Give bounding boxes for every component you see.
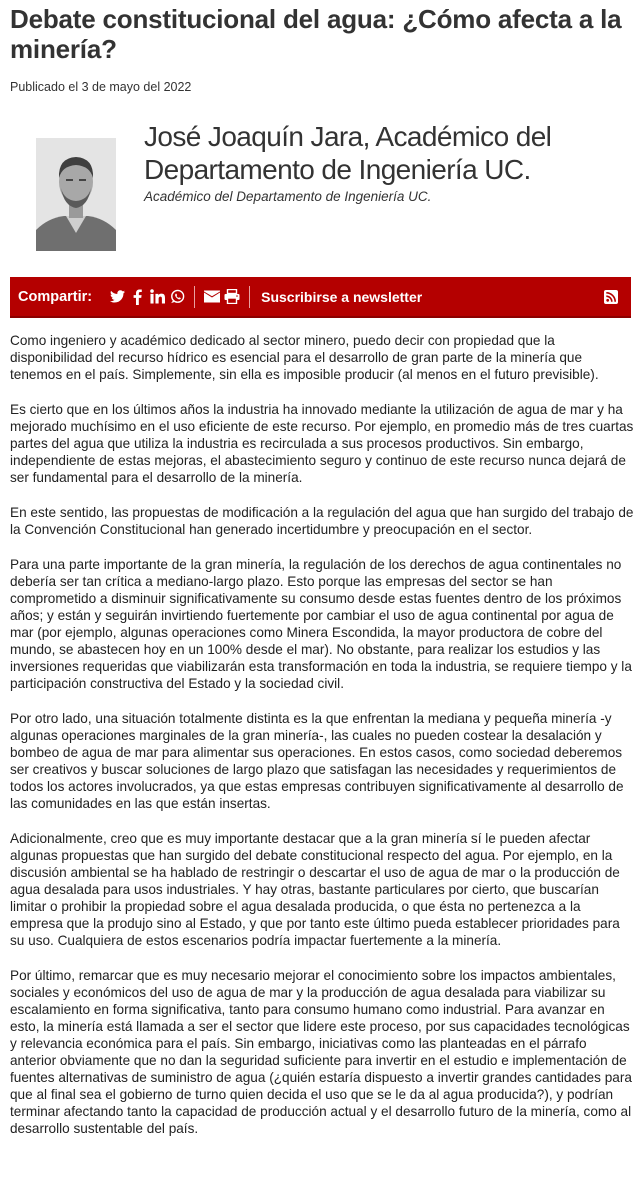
share-separator [194,286,195,308]
author-portrait-image [36,138,116,251]
newsletter-link[interactable]: Suscribirse a newsletter [261,288,423,305]
linkedin-icon[interactable] [147,287,167,307]
rss-icon[interactable] [601,287,621,307]
article-title: Debate constitucional del agua: ¿Cómo afecta a la minería? [10,4,622,64]
author-role: Académico del Departamento de Ingeniería UC. [144,189,432,204]
publish-date: Publicado el 3 de mayo del 2022 [10,80,192,94]
body-paragraph: Para una parte importante de la gran minería, la regulación de los derechos de agua continentales no debería ser tan crítica a mediano-largo plazo. Esto porque las empresas del sector se han comprometido a disminuir significativamente su consumo desde estas fuentes dentro de los próximos años; y están y seguirán invirtiendo fuertemente por cambiar el uso de agua continental por agua de mar (por ejemplo, algunas operaciones como Minera Escondida, la mayor productora de cobre del mundo, se abastecen hoy en un 100% desde el mar). No obstante, para realizar los estudios y las inversiones requeridas que viabilizarán esta transformación en toda la industria, se requiere tiempo y la participación constructiva del Estado y la sociedad civil. [10,557,632,691]
author-name: José Joaquín Jara, Académico del Departamento de Ingeniería UC. [144,121,552,185]
body-paragraph: Adicionalmente, creo que es muy importante destacar que a la gran minería sí le pueden afectar algunas propuestas que han surgido del debate constitucional respecto del agua. Por ejemplo, en la discusión ambiental se ha hablado de restringir o descartar el uso de agua de mar o la producción de agua desalada para usos industriales. Y hay otras, bastante particulares por cierto, que buscarían limitar o prohibir la propiedad sobre el agua desalada producida, o que ésta no pertenezca a la empresa que la produjo sino al Estado, y que por tanto este último pueda establecer prioridades para su uso. Cualquiera de estos escenarios podría impactar fuertemente a la minería. [10,831,620,948]
email-icon[interactable] [202,287,222,307]
share-bar [10,277,631,318]
print-icon[interactable] [222,287,242,307]
twitter-icon[interactable] [107,287,127,307]
body-paragraph: Es cierto que en los últimos años la industria ha innovado mediante la utilización de agua de mar y ha mejorado muchísimo en el uso eficiente de este recurso. Por ejemplo, en promedio más de tres cuartas partes del agua que utiliza la industria es recirculada a sus procesos productivos. Sin embargo, independiente de estas mejoras, el abastecimiento seguro y continuo de este recurso nunca dejará de ser fundamental para el desarrollo de la minería. [10,402,634,485]
body-paragraph: Por otro lado, una situación totalmente distinta es la que enfrentan la mediana y pequeña minería -y algunas operaciones marginales de la gran minería-, las cuales no pueden costear la desalación y bombeo de agua de mar para alimentar sus operaciones. En estos casos, como sociedad deberemos ser creativos y buscar soluciones de largo plazo que satisfagan las necesidades y requerimientos de todos los actores involucrados, ya que estas empresas contribuyen significativamente al desarrollo de las comunidades en las que están insertas. [10,711,624,811]
article-body [10,332,635,1155]
author-photo [36,138,116,251]
share-label: Compartir: [18,288,93,305]
share-separator [249,286,250,308]
whatsapp-icon[interactable] [167,287,187,307]
body-paragraph: Como ingeniero y académico dedicado al sector minero, puedo decir con propiedad que la disponibilidad del recurso hídrico es esencial para el desarrollo de gran parte de la minería que tenemos en el país. Simplemente, sin ella es imposible producir (al menos en el futuro previsible). [10,333,599,382]
body-paragraph: En este sentido, las propuestas de modificación a la regulación del agua que han surgido del trabajo de la Convención Constitucional han generado incertidumbre y preocupación en el sector. [10,505,634,537]
body-paragraph: Por último, remarcar que es muy necesario mejorar el conocimiento sobre los impactos ambientales, sociales y económicos del uso de agua de mar y la producción de agua desalada para viabilizar su escalamiento en forma significativa, tanto para consumo humano como industrial. Para avanzar en esto, la minería está llamada a ser el sector que lidere este proceso, por sus capacidades tecnológicas y relevancia económica para el país. Sin embargo, iniciativas como las planteadas en el párrafo anterior obviamente que no dan la seguridad suficiente para invertir en el estudio e implementación de fuentes alternativas de suministro de agua (¿quién estaría dispuesto a invertir grandes cantidades para que al final sea el gobierno de turno quien decida el uso que se le da al agua producida?), y podrían terminar afectando tanto la capacidad de producción actual y el desarrollo futuro de la minería, como al desarrollo sustentable del país. [10,968,632,1136]
facebook-icon[interactable] [127,287,147,307]
